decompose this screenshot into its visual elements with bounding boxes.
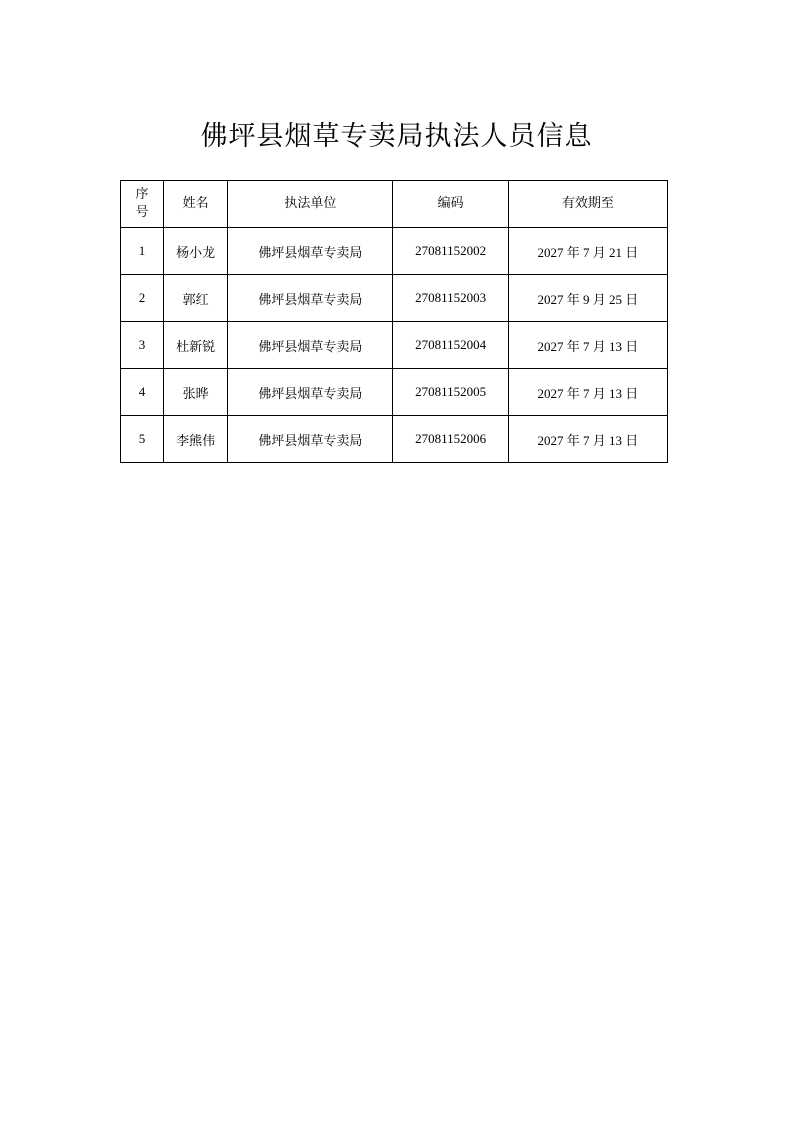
cell-seq: 2	[121, 275, 164, 322]
header-name: 姓名	[164, 181, 228, 228]
cell-valid-until: 2027 年 7 月 13 日	[508, 322, 667, 369]
cell-seq: 1	[121, 228, 164, 275]
header-code: 编码	[393, 181, 508, 228]
cell-code: 27081152003	[393, 275, 508, 322]
table-row	[121, 369, 668, 416]
header-seq-line1: 序	[135, 187, 149, 202]
cell-unit: 佛坪县烟草专卖局	[228, 322, 393, 369]
header-seq	[121, 181, 164, 228]
cell-seq: 3	[121, 322, 164, 369]
cell-unit: 佛坪县烟草专卖局	[228, 275, 393, 322]
table-row	[121, 228, 668, 275]
cell-valid-until: 2027 年 9 月 25 日	[508, 275, 667, 322]
table-row	[121, 322, 668, 369]
cell-seq: 4	[121, 369, 164, 416]
page-title: 佛坪县烟草专卖局执法人员信息	[200, 121, 593, 152]
cell-code: 27081152006	[393, 416, 508, 463]
cell-name: 杨小龙	[164, 228, 228, 275]
cell-seq: 5	[121, 416, 164, 463]
cell-name: 杜新锐	[164, 322, 228, 369]
cell-code: 27081152002	[393, 228, 508, 275]
cell-unit: 佛坪县烟草专卖局	[228, 369, 393, 416]
cell-valid-until: 2027 年 7 月 21 日	[508, 228, 667, 275]
cell-code: 27081152005	[393, 369, 508, 416]
header-valid-until: 有效期至	[508, 181, 667, 228]
header-unit: 执法单位	[228, 181, 393, 228]
cell-valid-until: 2027 年 7 月 13 日	[508, 416, 667, 463]
cell-name: 张晔	[164, 369, 228, 416]
cell-unit: 佛坪县烟草专卖局	[228, 228, 393, 275]
enforcement-staff-table	[120, 180, 668, 463]
cell-code: 27081152004	[393, 322, 508, 369]
header-seq-line2: 号	[135, 205, 149, 220]
cell-valid-until: 2027 年 7 月 13 日	[508, 369, 667, 416]
table-row	[121, 416, 668, 463]
table-row	[121, 275, 668, 322]
cell-name: 李熊伟	[164, 416, 228, 463]
table-header-row	[121, 181, 668, 228]
cell-name: 郭红	[164, 275, 228, 322]
cell-unit: 佛坪县烟草专卖局	[228, 416, 393, 463]
